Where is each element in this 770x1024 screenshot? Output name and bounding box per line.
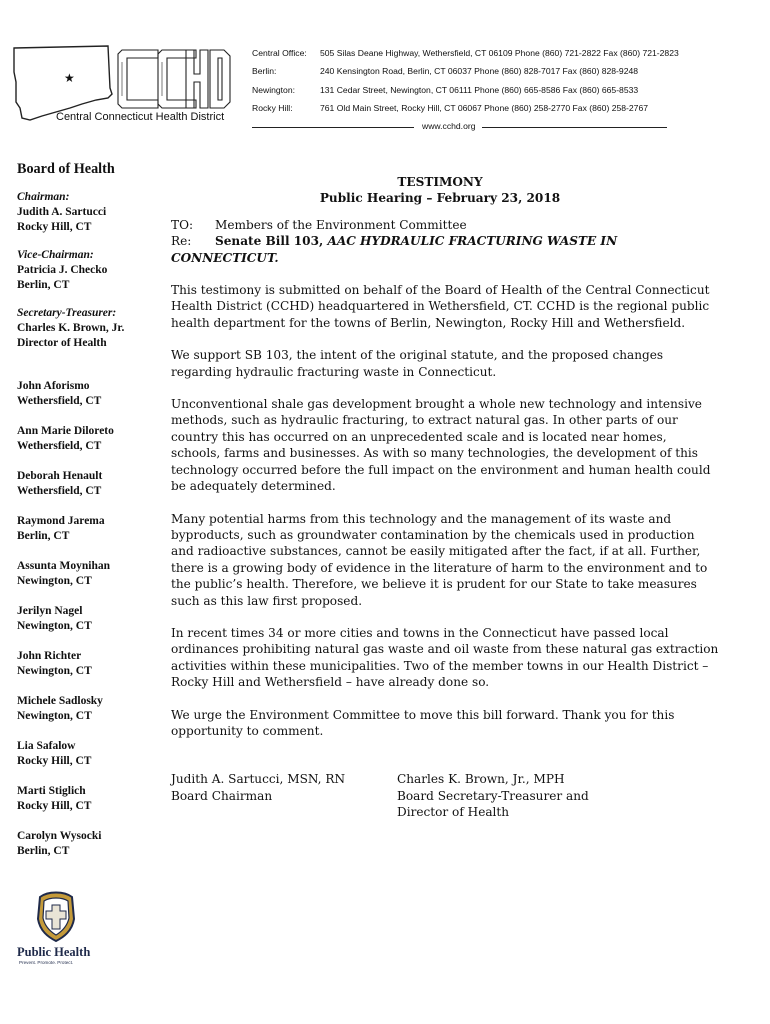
member-name: Carolyn Wysocki xyxy=(17,830,102,842)
spacer xyxy=(17,364,152,379)
divider xyxy=(482,126,667,128)
member-town: Newington, CT xyxy=(17,620,92,632)
office-addresses xyxy=(252,44,679,135)
officer-role: Chairman: xyxy=(17,191,70,203)
member-town: Newington, CT xyxy=(17,575,92,587)
shield-icon xyxy=(38,893,74,942)
re-line xyxy=(171,233,719,266)
paragraph: We urge the Environment Committee to move this bill forward. Thank you for this opportunity to comment. xyxy=(171,707,675,738)
letter-title: TESTIMONY xyxy=(397,175,483,189)
website-row xyxy=(252,117,679,135)
office-label: Berlin: xyxy=(252,66,277,77)
officer-name: Patricia J. Checko xyxy=(17,264,108,276)
office-row xyxy=(252,81,679,99)
board-heading: Board of Health xyxy=(17,161,115,177)
divider xyxy=(252,126,414,128)
officer-name: Charles K. Brown, Jr. xyxy=(17,322,125,334)
office-address: 505 Silas Deane Highway, Wethersfield, CT 06109 Phone (860) 721-2822 Fax (860) 721-2823 xyxy=(320,48,679,58)
signature xyxy=(397,771,637,820)
officer xyxy=(17,190,152,235)
member-name: Lia Safalow xyxy=(17,740,76,752)
member-town: Rocky Hill, CT xyxy=(17,800,92,812)
board-member xyxy=(17,424,152,454)
board-member xyxy=(17,604,152,634)
connecticut-map-icon xyxy=(14,46,112,120)
board-member xyxy=(17,379,152,409)
member-town: Berlin, CT xyxy=(17,530,70,542)
member-town: Newington, CT xyxy=(17,665,92,677)
signer-title: Board Secretary-Treasurer and xyxy=(397,788,589,803)
office-row xyxy=(252,99,679,117)
member-name: John Richter xyxy=(17,650,82,662)
re-title: AAC HYDRAULIC FRACTURING WASTE IN CONNECTICUT. xyxy=(171,234,618,265)
office-label: Rocky Hill: xyxy=(252,102,293,113)
district-name: Central Connecticut Health District xyxy=(56,111,225,123)
member-town: Wethersfield, CT xyxy=(17,440,102,452)
board-member xyxy=(17,559,152,589)
paragraph: Unconventional shale gas development brought a whole new technology and intensive methods, such as hydraulic fracturing, to extract natural gas. In other parts of our country this has occurred on an unprecedented scale and is located near homes, schools, farms and businesses. As with so many technologies, the development of this technology occurred before the full impact on the environment and human health could be adequately determined. xyxy=(171,397,711,494)
board-member xyxy=(17,514,152,544)
member-name: Marti Stiglich xyxy=(17,785,86,797)
board-member xyxy=(17,649,152,679)
re-bill: Senate Bill 103, xyxy=(215,234,328,249)
member-town: Wethersfield, CT xyxy=(17,395,102,407)
public-health-title: Public Health xyxy=(17,945,91,959)
member-town: Newington, CT xyxy=(17,710,92,722)
member-name: Ann Marie Diloreto xyxy=(17,425,114,437)
officer xyxy=(17,248,152,293)
officer-detail: Director of Health xyxy=(17,337,107,349)
paragraph: In recent times 34 or more cities and towns in the Connecticut have passed local ordinances prohibiting natural gas waste and oil waste from these natural gas extraction activities within these municipalities. Two of the member towns in our Health District – Rocky Hill and Wethersfield – have already done so. xyxy=(171,625,719,690)
public-health-logo xyxy=(14,889,106,967)
office-row xyxy=(252,44,679,62)
officer-role: Vice-Chairman: xyxy=(17,249,94,261)
member-name: John Aforismo xyxy=(17,380,90,392)
office-address: 761 Old Main Street, Rocky Hill, CT 06067 Phone (860) 258-2770 Fax (860) 258-2767 xyxy=(320,102,649,113)
signer-title: Board Chairman xyxy=(171,788,273,803)
re-label: Re: xyxy=(171,234,192,249)
member-town: Berlin, CT xyxy=(17,845,70,857)
member-name: Raymond Jarema xyxy=(17,515,105,527)
paragraph: Many potential harms from this technology and the management of its waste and byproducts, such as groundwater contamination by the chemicals used in production and radioactive substances, cannot be easily mitigated after the fact, if at all. Further, there is a growing body of evidence in the literature of harm to the environment and to the public’s health. Therefore, we believe it is prudent for our State to take measures such as this law first proposed. xyxy=(171,511,708,608)
officer-detail: Rocky Hill, CT xyxy=(17,221,92,233)
member-name: Michele Sadlosky xyxy=(17,695,103,707)
capital-star-icon: ★ xyxy=(64,71,75,85)
website-link[interactable]: www.cchd.org xyxy=(422,121,476,132)
cchd-logo xyxy=(12,42,237,124)
letter-subtitle: Public Hearing – February 23, 2018 xyxy=(319,191,561,206)
officer-detail: Berlin, CT xyxy=(17,279,70,291)
signer-name: Judith A. Sartucci, MSN, RN xyxy=(171,772,346,787)
public-health-tagline: Prevent. Promote. Protect. xyxy=(19,960,74,965)
paragraph: We support SB 103, the intent of the original statute, and the proposed changes regarding hydraulic fracturing waste in Connecticut. xyxy=(171,348,664,379)
board-sidebar xyxy=(17,162,152,874)
officer-role: Secretary-Treasurer: xyxy=(17,307,117,319)
board-member xyxy=(17,694,152,724)
member-town: Wethersfield, CT xyxy=(17,485,102,497)
office-label: Central Office: xyxy=(252,48,307,58)
member-name: Assunta Moynihan xyxy=(17,560,110,572)
to-line xyxy=(171,217,719,233)
office-row xyxy=(252,62,679,80)
signer-title: Director of Health xyxy=(397,805,510,820)
board-member xyxy=(17,829,152,859)
to-value: Members of the Environment Committee xyxy=(215,217,467,232)
signer-name: Charles K. Brown, Jr., MPH xyxy=(397,772,565,787)
office-address: 131 Cedar Street, Newington, CT 06111 Phone (860) 665-8586 Fax (860) 665-8533 xyxy=(320,84,639,95)
member-town: Rocky Hill, CT xyxy=(17,755,92,767)
paragraph: This testimony is submitted on behalf of the Board of Health of the Central Connecticut Health District (CCHD) headquartered in Wethersfield, CT. CCHD is the regional public health department for the towns of Berlin, Newington, Rocky Hill and Wethersfield. xyxy=(171,283,710,330)
board-member xyxy=(17,784,152,814)
letter-body xyxy=(171,174,719,821)
office-label: Newington: xyxy=(252,84,295,95)
officer xyxy=(17,306,152,351)
board-member xyxy=(17,469,152,499)
member-name: Jerilyn Nagel xyxy=(17,605,83,617)
office-address: 240 Kensington Road, Berlin, CT 06037 Phone (860) 828-7017 Fax (860) 828-9248 xyxy=(320,66,639,77)
signature xyxy=(171,771,397,820)
to-label: TO: xyxy=(171,217,194,232)
member-name: Deborah Henault xyxy=(17,470,103,482)
officer-name: Judith A. Sartucci xyxy=(17,206,107,218)
signature-block xyxy=(171,771,719,820)
board-member xyxy=(17,739,152,769)
